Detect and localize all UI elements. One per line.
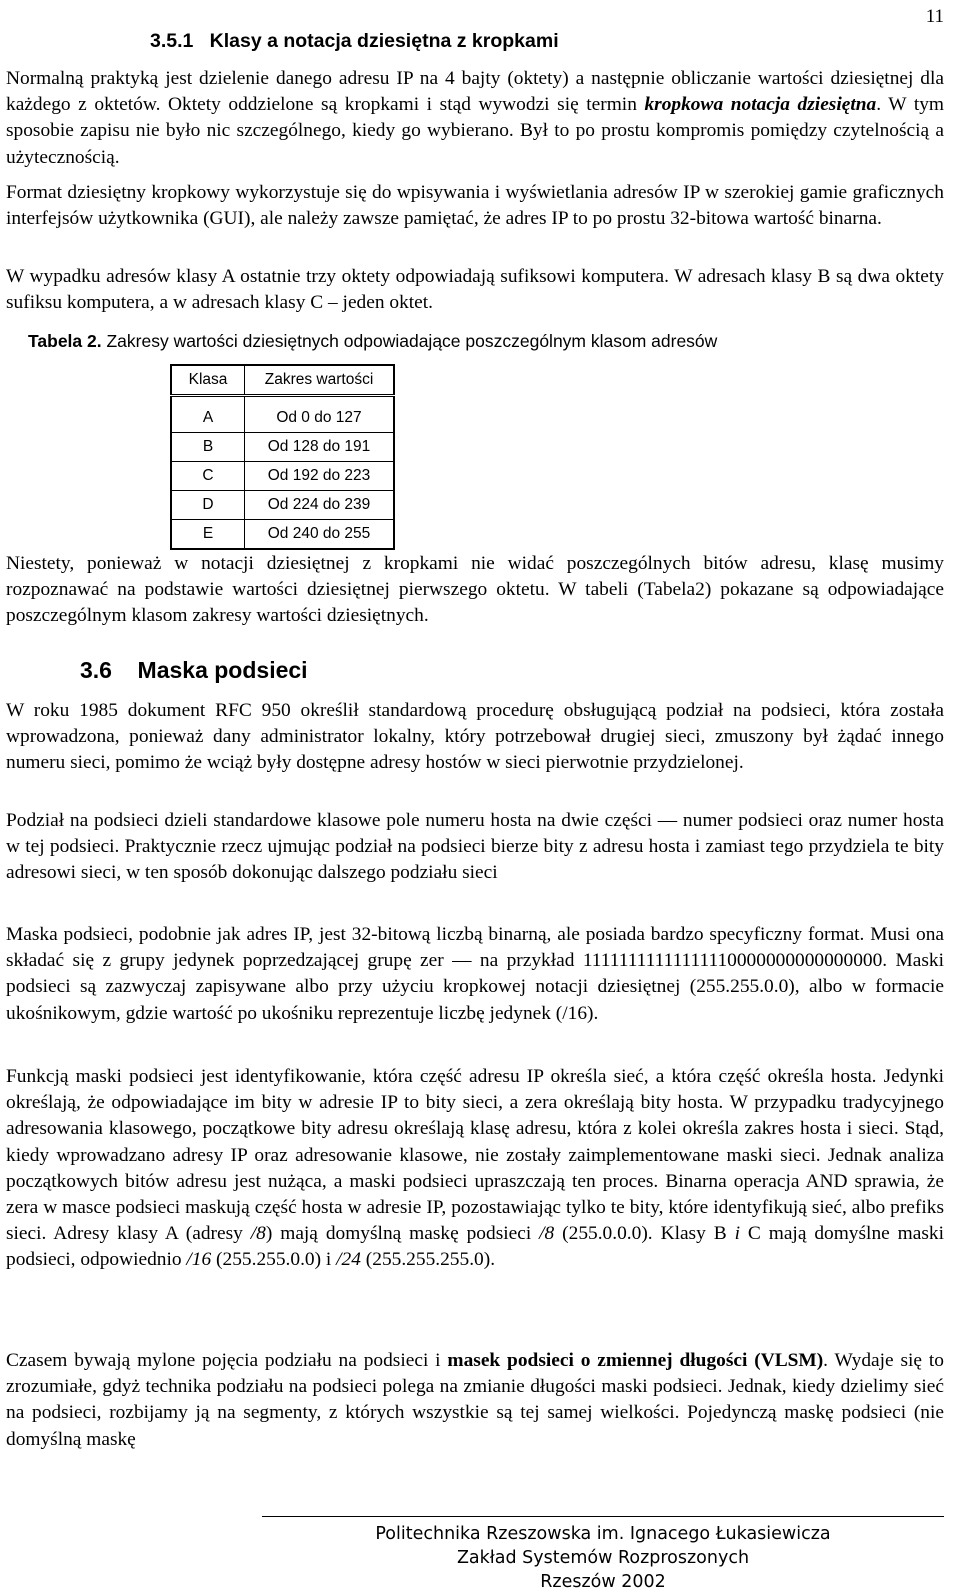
- cell-class: C: [171, 462, 245, 491]
- header-class: Klasa: [171, 365, 245, 396]
- section-heading-3-6: [80, 657, 308, 684]
- section-title: Klasy a notacja dziesiętna z kropkami: [209, 30, 559, 52]
- cell-range: Od 128 do 191: [245, 433, 395, 462]
- cell-class: E: [171, 520, 245, 550]
- table-row: [171, 520, 394, 550]
- page-number: 11: [925, 6, 944, 27]
- paragraph-notation: Normalną praktyką jest dzielenie danego adresu IP na 4 bajty (oktety) a następnie obliczanie wartości dziesiętnej dla każdego z oktetów. Oktety oddzielone są kropkami i stąd wywodzi się termin kropkowa notacja dziesiętna. W tym sposobie zapisu nie było nic szczególnego, kiedy go wybierano. Był to po prostu kompromis pomiędzy czytelnością a użytecznością.: [6, 68, 944, 168]
- table-caption-label: Tabela 2.: [28, 331, 102, 351]
- section-title: Maska podsieci: [137, 657, 308, 683]
- paragraph-mask-format: Maska podsieci, podobnie jak adres IP, jest 32-bitową liczbą binarną, ale posiada bardzo specyficzny format. Musi ona składać się z grupy jedynek poprzedzającej grupę zer — na przykład 11111111111111110000000000000000. Maski podsieci są zazwyczaj zapisywane albo przy użyciu kropkowej notacji dziesiętnej (255.255.0.0), albo w formacie ukośnikowym, gdzie wartość po ukośniku reprezentuje liczbę jedynek (/16).: [6, 924, 944, 1024]
- footer-line-university: Politechnika Rzeszowska im. Ignacego Łukasiewicza: [375, 1524, 831, 1544]
- table-row: [171, 462, 394, 491]
- table-header-row: [171, 365, 394, 396]
- paragraph-mask-function: Funkcją maski podsieci jest identyfikowanie, która część adresu IP określa sieć, a która część określa hosta. Jedynki określają, że odpowiadające im bity w adresie IP to bity sieci, a zera określają bity hosta. W przypadku tradycyjnego adresowania klasowego, początkowe bity adresu określają klasę adresu, która z kolei określa zakres hosta i sieci. Stąd, kiedy wprowadzano adresy IP oraz adresowanie klasowe, nie zostały zaimplementowane maski sieci. Jednak analiza początkowych bitów adresu jest nużąca, a maski podsieci upraszczają ten proces. Binarna operacja AND sprawia, że zera w masce podsieci maskują część hosta w adresie IP, pozostawiając tylko te bity, które identyfikują sieć, albo prefiks sieci. Adresy klasy A (adresy /8) mają domyślną maskę podsieci /8 (255.0.0.0). Klasy B i C mają domyślne maski podsieci, odpowiednio /16 (255.255.0.0) i /24 (255.255.255.0).: [6, 1066, 944, 1271]
- cell-range: Od 192 do 223: [245, 462, 395, 491]
- paragraph-subnetting: Podział na podsieci dzieli standardowe klasowe pole numeru hosta na dwie części — numer podsieci oraz numer hosta w tej podsieci. Praktycznie rzecz ujmując podział na podsieci bierze bity z adresu hosta i zamiast tego przydziela te bity adresowi sieci, w ten sposób dokonując dalszego podziału sieci: [6, 810, 944, 884]
- section-heading-3-5-1: [150, 30, 559, 53]
- term-vlsm: masek podsieci o zmiennej długości (VLSM): [447, 1350, 824, 1371]
- header-range: Zakres wartości: [245, 365, 395, 396]
- table-caption: [28, 331, 717, 352]
- footer-divider: [262, 1516, 944, 1517]
- cell-range: Od 224 do 239: [245, 491, 395, 520]
- section-number: 3.6: [80, 657, 112, 683]
- paragraph-rfc950: W roku 1985 dokument RFC 950 określił standardową procedurę obsługującą podział na podsieci, która została wprowadzona, ponieważ dany administrator lokalny, który potrzebował drugiej sieci, zmuszony był żądać innego numeru sieci, pomimo że wciąż były dostępne adresy hostów w sieci pierwotnie przydzielonej.: [6, 700, 944, 774]
- table-row: [171, 404, 394, 433]
- cell-class: A: [171, 404, 245, 433]
- cell-range: Od 0 do 127: [245, 404, 395, 433]
- footer: [262, 1522, 944, 1594]
- paragraph-vlsm: Czasem bywają mylone pojęcia podziału na podsieci i masek podsieci o zmiennej długości (VLSM). Wydaje się to zrozumiałe, gdyż technika podziału na podsieci polega na zmianie długości maski podsieci. Jednak, kiedy dzielimy sieć na podsieci, rozbijamy ją na segmenty, z których wszystkie są tej samej wielkości. Pojedynczą maskę podsieci (nie domyślną maskę: [6, 1350, 944, 1450]
- paragraph-suffix: W wypadku adresów klasy A ostatnie trzy oktety odpowiadają sufiksowi komputera. W adresach klasy B są dwa oktety sufiksu komputera, a w adresach klasy C – jeden oktet.: [6, 266, 944, 314]
- paragraph-first-octet: Niestety, ponieważ w notacji dziesiętnej z kropkami nie widać poszczególnych bitów adresu, klasę musimy rozpoznawać na podstawie wartości dziesiętnej pierwszego oktetu. W tabeli (Tabela2) pokazane są odpowiadające poszczególnym klasom zakresy wartości dziesiętnych.: [6, 553, 944, 627]
- table-row: [171, 491, 394, 520]
- cell-class: B: [171, 433, 245, 462]
- cell-class: D: [171, 491, 245, 520]
- table-row: [171, 433, 394, 462]
- class-ranges-table: [170, 364, 395, 550]
- footer-line-department: Zakład Systemów Rozproszonych: [456, 1548, 750, 1568]
- paragraph-gui: Format dziesiętny kropkowy wykorzystuje się do wpisywania i wyświetlania adresów IP w szerokiej gamie graficznych interfejsów użytkownika (GUI), ale należy zawsze pamiętać, że adres IP to po prostu 32-bitowa wartość binarna.: [6, 182, 944, 230]
- table-caption-text: Zakresy wartości dziesiętnych odpowiadające poszczególnym klasom adresów: [101, 331, 718, 351]
- footer-line-city-year: Rzeszów 2002: [540, 1572, 666, 1592]
- cell-range: Od 240 do 255: [245, 520, 395, 550]
- term-dotted-decimal: kropkowa notacja dziesiętna: [644, 94, 877, 116]
- section-number: 3.5.1: [150, 30, 194, 52]
